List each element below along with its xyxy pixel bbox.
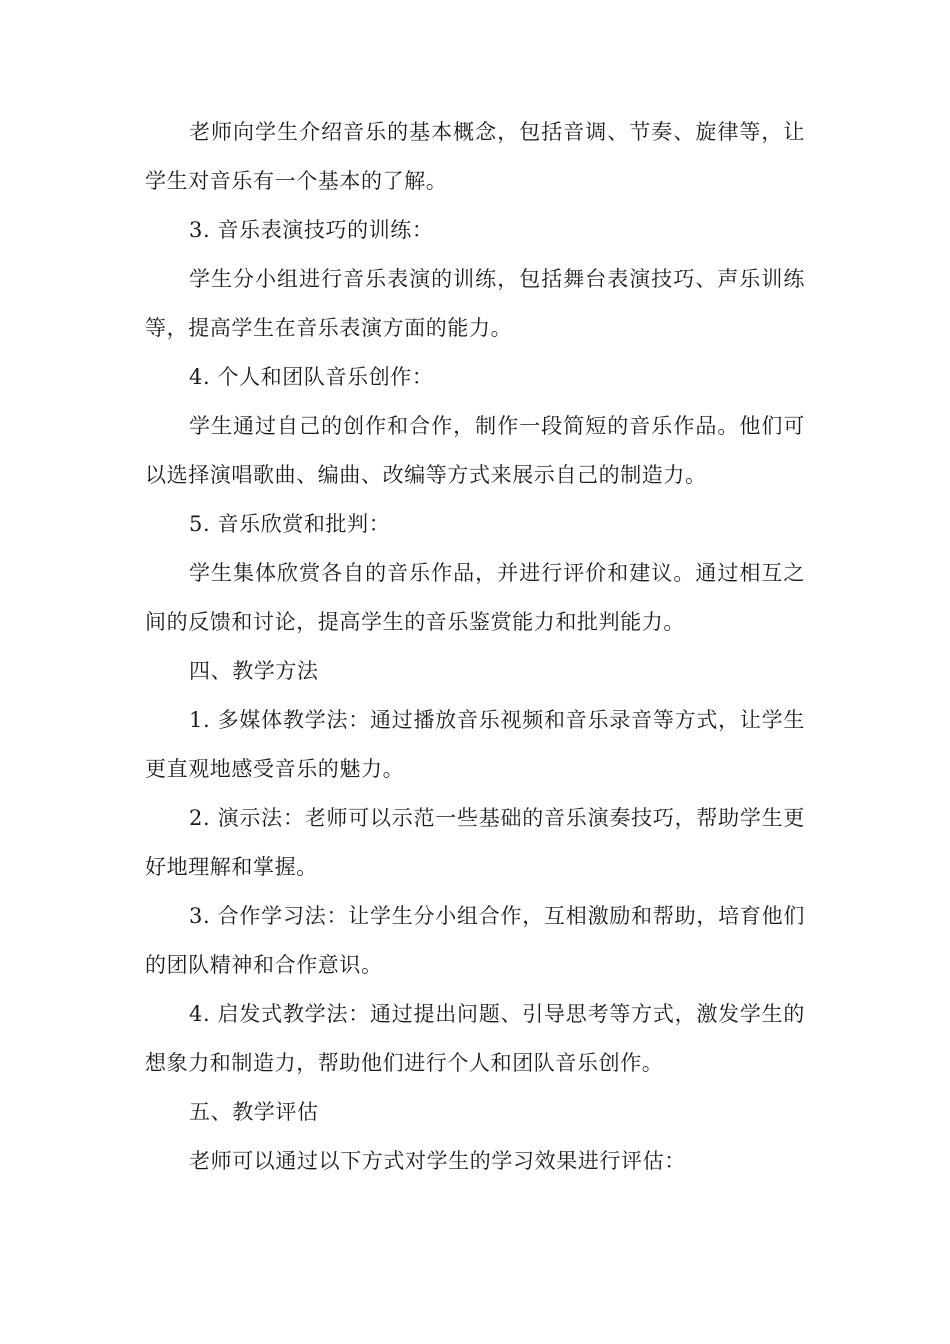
method-heuristic: 4. 启发式教学法：通过提出问题、引导思考等方式，激发学生的想象力和制造力，帮助他们进行个人和团队音乐创作。: [145, 1002, 805, 1075]
section-heading-teaching-methods: 四、教学方法: [189, 659, 319, 683]
document-body: [145, 108, 805, 1186]
section-heading-teaching-evaluation: 五、教学评估: [189, 1100, 319, 1124]
heading-item-4-music-creation: 4. 个人和团队音乐创作：: [189, 365, 434, 389]
method-multimedia: 1. 多媒体教学法：通过播放音乐视频和音乐录音等方式，让学生更直观地感受音乐的魅力。: [145, 708, 805, 781]
paragraph-performance-training: 学生分小组进行音乐表演的训练，包括舞台表演技巧、声乐训练等，提高学生在音乐表演方面的能力。: [145, 267, 805, 340]
method-demonstration: 2. 演示法：老师可以示范一些基础的音乐演奏技巧，帮助学生更好地理解和掌握。: [145, 806, 805, 879]
paragraph-music-creation: 学生通过自己的创作和合作，制作一段简短的音乐作品。他们可以选择演唱歌曲、编曲、改编等方式来展示自己的制造力。: [145, 414, 805, 487]
heading-item-3-performance-skills: 3. 音乐表演技巧的训练：: [189, 218, 434, 242]
method-cooperative-learning: 3. 合作学习法：让学生分小组合作，互相激励和帮助，培育他们的团队精神和合作意识。: [145, 904, 805, 977]
heading-item-5-appreciation: 5. 音乐欣赏和批判：: [189, 512, 391, 536]
paragraph-intro-concepts: 老师向学生介绍音乐的基本概念，包括音调、节奏、旋律等，让学生对音乐有一个基本的了解。: [145, 120, 805, 193]
paragraph-appreciation: 学生集体欣赏各自的音乐作品，并进行评价和建议。通过相互之间的反馈和讨论，提高学生的音乐鉴赏能力和批判能力。: [145, 561, 805, 634]
paragraph-evaluation-intro: 老师可以通过以下方式对学生的学习效果进行评估：: [189, 1149, 686, 1173]
